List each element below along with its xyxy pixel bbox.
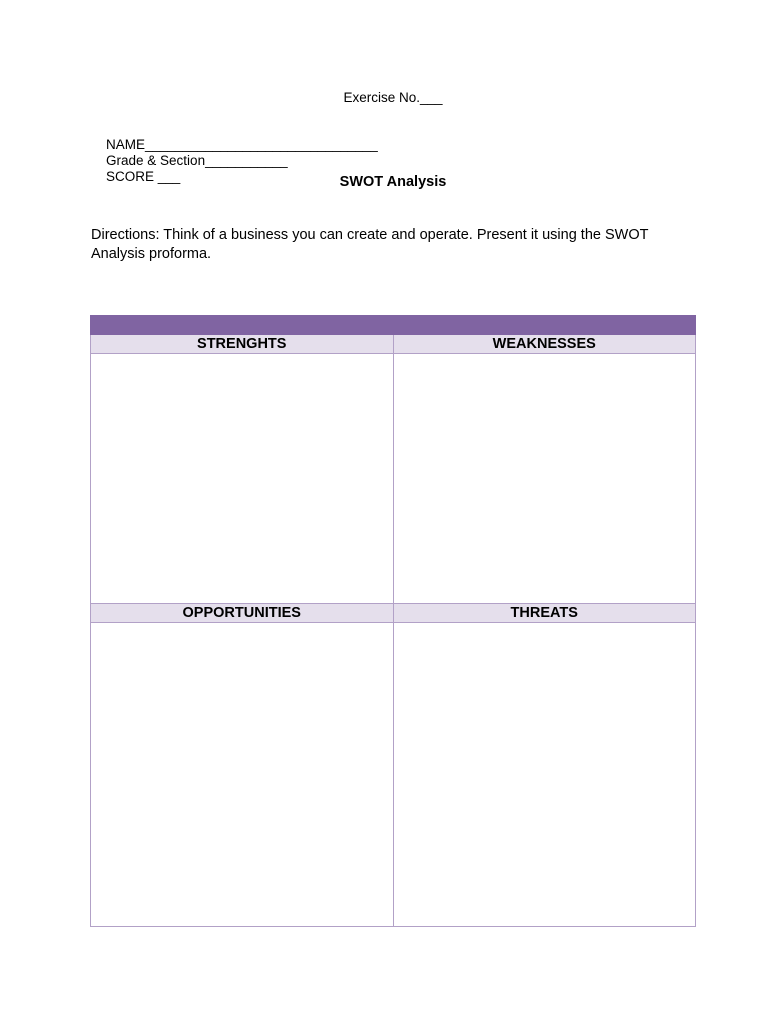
- threats-content[interactable]: [394, 623, 696, 926]
- score-field-label: SCORE ___: [106, 169, 181, 184]
- opportunities-content[interactable]: [91, 623, 393, 926]
- swot-body-row-bottom: [91, 623, 696, 927]
- swot-header-band: [91, 316, 696, 335]
- threats-cell[interactable]: [393, 623, 696, 927]
- swot-header-band-cell: [91, 316, 696, 335]
- swot-table: [90, 315, 696, 927]
- strengths-heading: STRENGHTS: [91, 335, 394, 354]
- threats-heading: THREATS: [393, 604, 696, 623]
- weaknesses-content[interactable]: [394, 354, 696, 603]
- strengths-content[interactable]: [91, 354, 393, 603]
- page-title: SWOT Analysis: [339, 174, 447, 190]
- swot-heading-row-bottom: [91, 604, 696, 623]
- strengths-cell[interactable]: [91, 354, 394, 604]
- weaknesses-cell[interactable]: [393, 354, 696, 604]
- name-field-label: NAME_______________________________: [106, 137, 378, 152]
- grade-section-field-label: Grade & Section___________: [106, 153, 288, 168]
- swot-heading-row-top: [91, 335, 696, 354]
- swot-body-row-top: [91, 354, 696, 604]
- directions-paragraph: Directions: Think of a business you can create and operate. Present it using the SWOT Analysis proforma.: [91, 227, 649, 262]
- exercise-number-line: Exercise No.___: [343, 90, 443, 105]
- opportunities-heading: OPPORTUNITIES: [91, 604, 394, 623]
- weaknesses-heading: WEAKNESSES: [393, 335, 696, 354]
- opportunities-cell[interactable]: [91, 623, 394, 927]
